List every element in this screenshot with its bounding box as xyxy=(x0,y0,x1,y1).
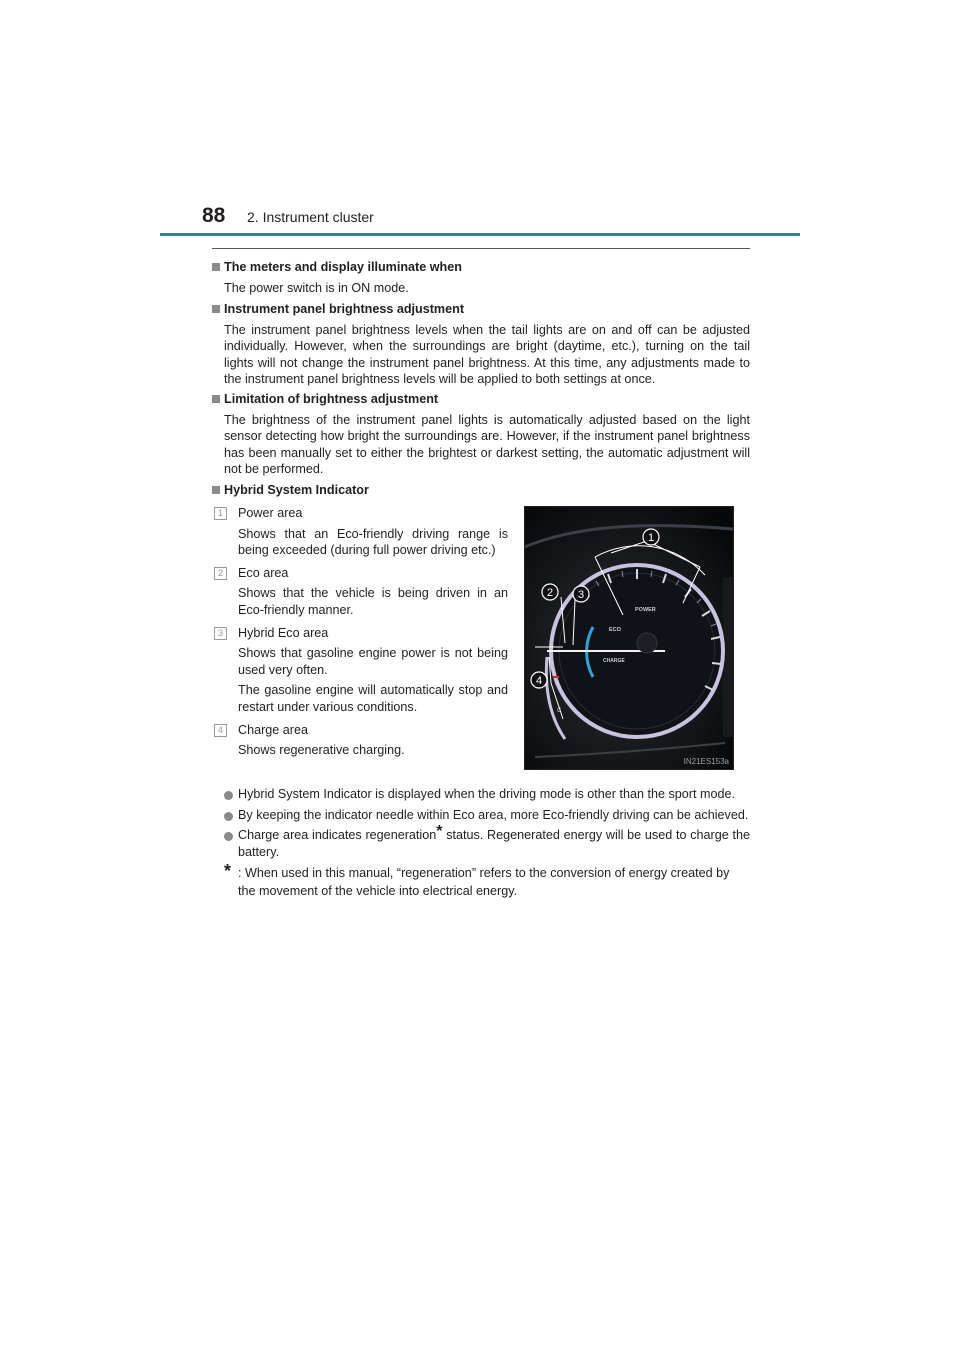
eco-label: ECO xyxy=(609,627,621,633)
notes-list xyxy=(212,786,750,900)
page-number: 88 xyxy=(202,204,226,227)
section-heading: Hybrid System Indicator xyxy=(212,482,750,499)
h-label: H xyxy=(555,681,560,687)
svg-text:3: 3 xyxy=(577,589,585,601)
hybrid-indicator-figure xyxy=(524,506,734,770)
item-description: Shows that gasoline engine power is not being used very often. xyxy=(238,646,508,677)
callout-number-icon: 4 xyxy=(214,724,227,737)
section-body: The power switch is in ON mode. xyxy=(224,280,409,295)
charge-label: CHARGE xyxy=(603,658,625,664)
list-item: By keeping the indicator needle within Eco area, more Eco-friendly driving can be achieved. xyxy=(212,807,750,824)
page-header xyxy=(160,204,800,236)
list-item xyxy=(212,505,508,559)
footnote-text: : When used in this manual, “regeneration” refers to the conversion of energy created by the movement of the vehicle into electrical energy. xyxy=(238,866,730,899)
item-title: Eco area xyxy=(238,565,289,580)
header-rule xyxy=(160,233,800,236)
list-item: Hybrid System Indicator is displayed when the driving mode is other than the sport mode. xyxy=(212,786,750,803)
callout-number-icon: 3 xyxy=(214,627,227,640)
bullet-dot-icon xyxy=(224,812,233,821)
section-body: The instrument panel brightness levels when the tail lights are on and off can be adjusted individually. However, when the surroundings are bright (daytime, etc.), turning on the tail lights will not change the instrument panel brightness. At this time, any adjustments made to the instrument panel brightness levels will be applied to both settings at once. xyxy=(224,322,750,387)
item-description: Shows that the vehicle is being driven in an Eco-friendly manner. xyxy=(238,586,508,617)
svg-text:1: 1 xyxy=(647,532,655,544)
svg-text:4: 4 xyxy=(535,675,543,687)
square-bullet-icon xyxy=(212,305,220,313)
bullet-dot-icon xyxy=(224,791,233,800)
item-title: Hybrid Eco area xyxy=(238,625,329,640)
item-title: Charge area xyxy=(238,722,309,737)
square-bullet-icon xyxy=(212,395,220,403)
asterisk-mark: * xyxy=(436,823,443,841)
item-description: The gasoline engine will automatically stop and restart under various conditions. xyxy=(238,683,508,714)
footnote-asterisk: * xyxy=(224,861,232,882)
section-divider xyxy=(212,248,750,249)
list-item xyxy=(212,625,508,716)
section-brightness-limitation xyxy=(212,391,750,478)
item-description: Shows regenerative charging. xyxy=(238,743,405,758)
chapter-title: 2. Instrument cluster xyxy=(247,209,374,225)
section-body: The brightness of the instrument panel lights is automatically adjusted based on the light sensor detecting how bright the surroundings are. However, if the instrument panel brightness has been manually set to either the brightest or darkest setting, the automatic adjustment will not be performed. xyxy=(224,412,750,477)
section-heading: The meters and display illuminate when xyxy=(212,259,750,276)
list-item xyxy=(212,565,508,619)
bullet-dot-icon xyxy=(224,832,233,841)
item-title: Power area xyxy=(238,506,303,520)
power-label: POWER xyxy=(635,607,656,613)
list-item xyxy=(212,722,508,759)
callout-number-icon: 2 xyxy=(214,567,227,580)
section-heading: Limitation of brightness adjustment xyxy=(212,391,750,408)
section-heading: Instrument panel brightness adjustment xyxy=(212,301,750,318)
gauge-illustration xyxy=(525,507,733,769)
item-description: Shows that an Eco-friendly driving range is being exceeded (during full power driving etc.) xyxy=(238,526,508,558)
c-label: C xyxy=(557,708,562,714)
indicator-area-list xyxy=(212,505,508,759)
section-illumination xyxy=(212,259,750,296)
svg-text:2: 2 xyxy=(546,587,554,599)
square-bullet-icon xyxy=(212,486,220,494)
callout-number-icon: 1 xyxy=(214,507,227,520)
section-hybrid-indicator xyxy=(212,482,750,499)
square-bullet-icon xyxy=(212,263,220,271)
footnote xyxy=(212,861,750,900)
figure-code: IN21ES153a xyxy=(683,757,729,766)
section-brightness-adjustment xyxy=(212,301,750,388)
list-item: Charge area indicates regeneration* status. Regenerated energy will be used to charge the battery. xyxy=(212,827,750,860)
